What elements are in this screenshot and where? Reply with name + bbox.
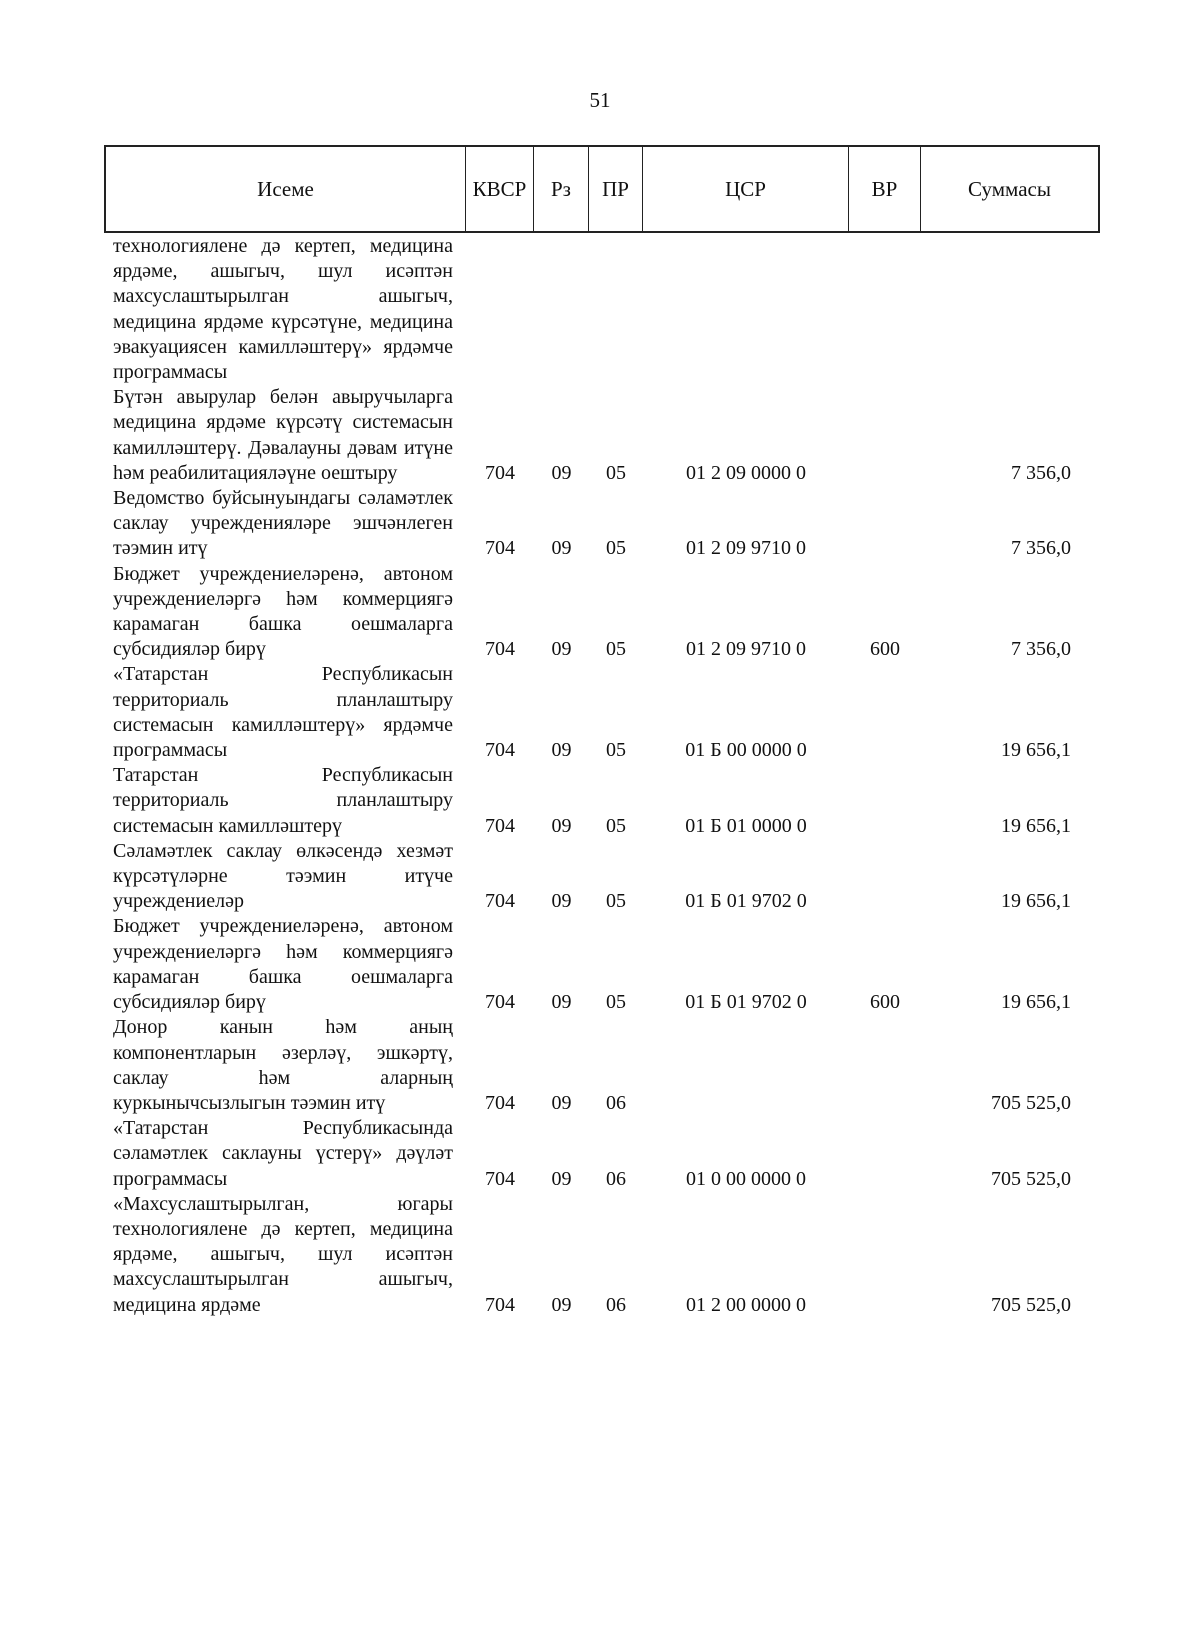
row-csr: 01 2 09 9710 0 bbox=[686, 638, 806, 661]
row-name: Бүтән авырулар белән авыручыларга медицина ярдәме күрсәтү системасын камилләштерү. Дәвалауны дәвам итүне һәм реабилитацияләүне оештыру bbox=[113, 386, 453, 484]
page-number: 51 bbox=[589, 88, 611, 112]
row-csr: 01 2 09 9710 0 bbox=[686, 537, 806, 560]
row-kvsr: 704 bbox=[485, 461, 515, 484]
table-row bbox=[113, 234, 1093, 385]
row-pr: 06 bbox=[606, 1167, 626, 1190]
row-kvsr: 704 bbox=[485, 814, 515, 837]
row-sum: 705 525,0 bbox=[991, 1293, 1071, 1316]
row-sum: 7 356,0 bbox=[1011, 461, 1071, 484]
row-rz: 09 bbox=[551, 461, 572, 484]
row-kvsr: 704 bbox=[485, 991, 515, 1014]
table-row bbox=[113, 662, 1093, 763]
row-sum: 19 656,1 bbox=[1001, 890, 1071, 913]
row-name: Сәламәтлек саклау өлкәсендә хезмәт күрсәтүләрне тәэмин итүче учреждениеләр bbox=[113, 839, 453, 913]
header-name: Исеме bbox=[106, 147, 466, 231]
row-sum: 19 656,1 bbox=[1001, 814, 1071, 837]
header-csr: ЦСР bbox=[643, 147, 849, 231]
table-row bbox=[113, 385, 1093, 486]
row-name: «Махсуслаштырылган, югары технологиялене дә кертеп, медицина ярдәме, ашыгыч, шул исәптән махсуслаштырылган ашыгыч, медицина ярдәме bbox=[113, 1192, 453, 1316]
row-vr: 600 bbox=[870, 991, 900, 1014]
row-csr: 01 2 00 0000 0 bbox=[686, 1293, 806, 1316]
row-kvsr: 704 bbox=[485, 890, 515, 913]
table-row bbox=[113, 914, 1093, 1015]
row-name: «Татарстан Республикасын территориаль планлаштыру системасын камилләштерү» ярдәмче программасы bbox=[113, 663, 453, 762]
header-pr: ПР bbox=[589, 147, 643, 231]
row-name: Ведомство буйсынуындагы сәламәтлек саклау учрежденияләре эшчәнлеген тәэмин итү bbox=[113, 487, 453, 560]
table-header bbox=[104, 145, 1100, 233]
row-vr: 600 bbox=[870, 638, 900, 661]
row-rz: 09 bbox=[551, 638, 572, 661]
row-csr: 01 Б 01 9702 0 bbox=[685, 890, 807, 913]
row-rz: 09 bbox=[551, 1293, 572, 1316]
row-csr: 01 2 09 0000 0 bbox=[686, 461, 806, 484]
header-rz: Рз bbox=[534, 147, 589, 231]
row-rz: 09 bbox=[551, 991, 572, 1014]
row-csr: 01 Б 01 0000 0 bbox=[685, 814, 807, 837]
row-csr: 01 Б 01 9702 0 bbox=[685, 991, 807, 1014]
row-pr: 06 bbox=[606, 1091, 626, 1114]
table-row bbox=[113, 1116, 1093, 1192]
table-row bbox=[113, 1015, 1093, 1116]
row-pr: 05 bbox=[606, 461, 626, 484]
row-pr: 06 bbox=[606, 1293, 626, 1316]
row-rz: 09 bbox=[551, 814, 572, 837]
row-pr: 05 bbox=[606, 814, 626, 837]
row-csr: 01 Б 00 0000 0 bbox=[685, 739, 807, 762]
row-kvsr: 704 bbox=[485, 739, 515, 762]
row-rz: 09 bbox=[551, 537, 572, 560]
row-kvsr: 704 bbox=[485, 638, 515, 661]
row-name: Бюджет учреждениеләренә, автоном учреждениеләргә һәм коммерциягә карамаган башка оешмаларга субсидияләр бирү bbox=[113, 562, 453, 661]
row-rz: 09 bbox=[551, 1167, 572, 1190]
row-kvsr: 704 bbox=[485, 537, 515, 560]
row-kvsr: 704 bbox=[485, 1091, 515, 1114]
row-name: Бюджет учреждениеләренә, автоном учреждениеләргә һәм коммерциягә карамаган башка оешмаларга субсидияләр бирү bbox=[113, 915, 453, 1014]
row-pr: 05 bbox=[606, 638, 626, 661]
row-sum: 19 656,1 bbox=[1001, 991, 1071, 1014]
header-vr: ВР bbox=[849, 147, 921, 231]
row-sum: 19 656,1 bbox=[1001, 739, 1071, 762]
row-rz: 09 bbox=[551, 890, 572, 913]
row-sum: 7 356,0 bbox=[1011, 537, 1071, 560]
table-row bbox=[113, 839, 1093, 915]
table-row bbox=[113, 763, 1093, 839]
row-pr: 05 bbox=[606, 991, 626, 1014]
row-kvsr: 704 bbox=[485, 1167, 515, 1190]
row-sum: 705 525,0 bbox=[991, 1167, 1071, 1190]
row-csr: 01 0 00 0000 0 bbox=[686, 1167, 806, 1190]
table-row bbox=[113, 562, 1093, 663]
row-pr: 05 bbox=[606, 739, 626, 762]
table-row bbox=[113, 1192, 1093, 1318]
table-body bbox=[113, 234, 1093, 1318]
row-name: Донор канын һәм аның компонентларын әзерләү, эшкәртү, саклау һәм аларның куркынычсызлыгын тәэмин итү bbox=[113, 1016, 453, 1114]
header-kvsr: КВСР bbox=[466, 147, 534, 231]
row-sum: 705 525,0 bbox=[991, 1091, 1071, 1114]
row-kvsr: 704 bbox=[485, 1293, 515, 1316]
row-sum: 7 356,0 bbox=[1011, 638, 1071, 661]
header-sum: Суммасы bbox=[968, 176, 1051, 201]
table-row bbox=[113, 486, 1093, 562]
row-rz: 09 bbox=[551, 1091, 572, 1114]
row-pr: 05 bbox=[606, 890, 626, 913]
row-name: «Татарстан Республикасында сәламәтлек саклауны үстерү» дәүләт программасы bbox=[113, 1117, 453, 1190]
row-rz: 09 bbox=[551, 739, 572, 762]
row-pr: 05 bbox=[606, 537, 626, 560]
row-name: технологиялене дә кертеп, медицина ярдәме, ашыгыч, шул исәптән махсуслаштырылган ашыгыч, медицина ярдәме күрсәтүне, медицина эвакуациясен камилләштерү» ярдәмче программасы bbox=[113, 235, 453, 384]
row-name: Татарстан Республикасын территориаль планлаштыру системасын камилләштерү bbox=[113, 764, 453, 837]
